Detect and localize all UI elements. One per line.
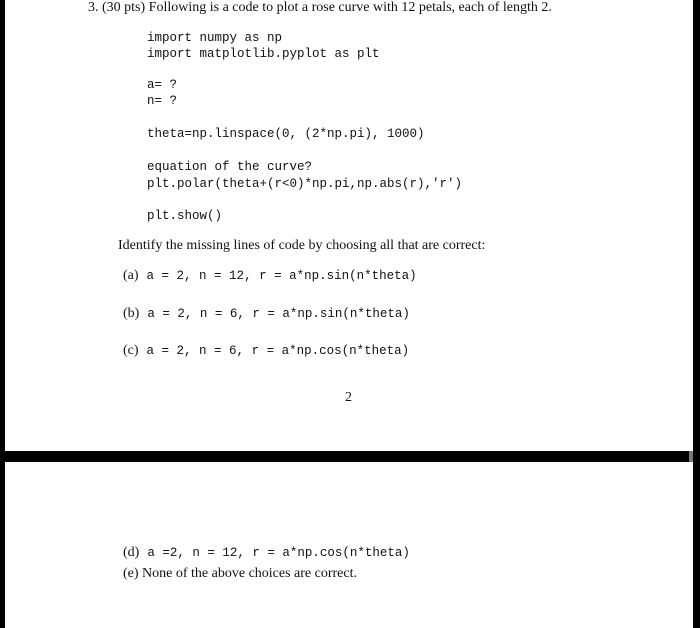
left-border <box>0 0 5 628</box>
instruction: Identify the missing lines of code by choosing all that are correct: <box>118 238 486 253</box>
code-line: plt.polar(theta+(r<0)*np.pi,np.abs(r),'r') <box>147 177 463 191</box>
question-text: Following is a code to plot a rose curve with 12 petals, each of length 2. <box>148 0 552 15</box>
question-header <box>88 0 552 16</box>
page-number: 2 <box>345 390 352 405</box>
option-a[interactable] <box>123 266 417 284</box>
code-line: equation of the curve? <box>147 160 313 174</box>
code-line: a= ? <box>147 78 178 92</box>
code-line: theta=np.linspace(0, (2*np.pi), 1000) <box>147 127 425 141</box>
option-c[interactable] <box>123 341 409 359</box>
code-line: plt.show() <box>147 209 223 223</box>
question-number: 3. <box>88 0 99 15</box>
option-label: (a) <box>123 268 139 283</box>
option-text: None of the above choices are correct. <box>142 566 357 581</box>
page-separator <box>0 451 700 462</box>
option-code: a = 2, n = 6, r = a*np.sin(n*theta) <box>147 307 410 321</box>
right-border <box>693 0 700 628</box>
code-line: import numpy as np <box>147 31 283 45</box>
option-label: (b) <box>123 306 140 321</box>
option-code: a = 2, n = 12, r = a*np.sin(n*theta) <box>146 269 417 283</box>
scrollbar-thumb <box>689 451 693 462</box>
option-code: a =2, n = 12, r = a*np.cos(n*theta) <box>147 546 410 560</box>
option-code: a = 2, n = 6, r = a*np.cos(n*theta) <box>146 344 410 358</box>
option-label: (e) <box>123 566 139 581</box>
option-label: (d) <box>123 545 140 560</box>
option-label: (c) <box>123 343 139 358</box>
option-e[interactable] <box>123 566 357 582</box>
code-line: n= ? <box>147 94 178 108</box>
option-b[interactable] <box>123 304 410 322</box>
option-d[interactable] <box>123 543 410 561</box>
question-points: (30 pts) <box>102 0 146 15</box>
code-line: import matplotlib.pyplot as plt <box>147 47 380 61</box>
